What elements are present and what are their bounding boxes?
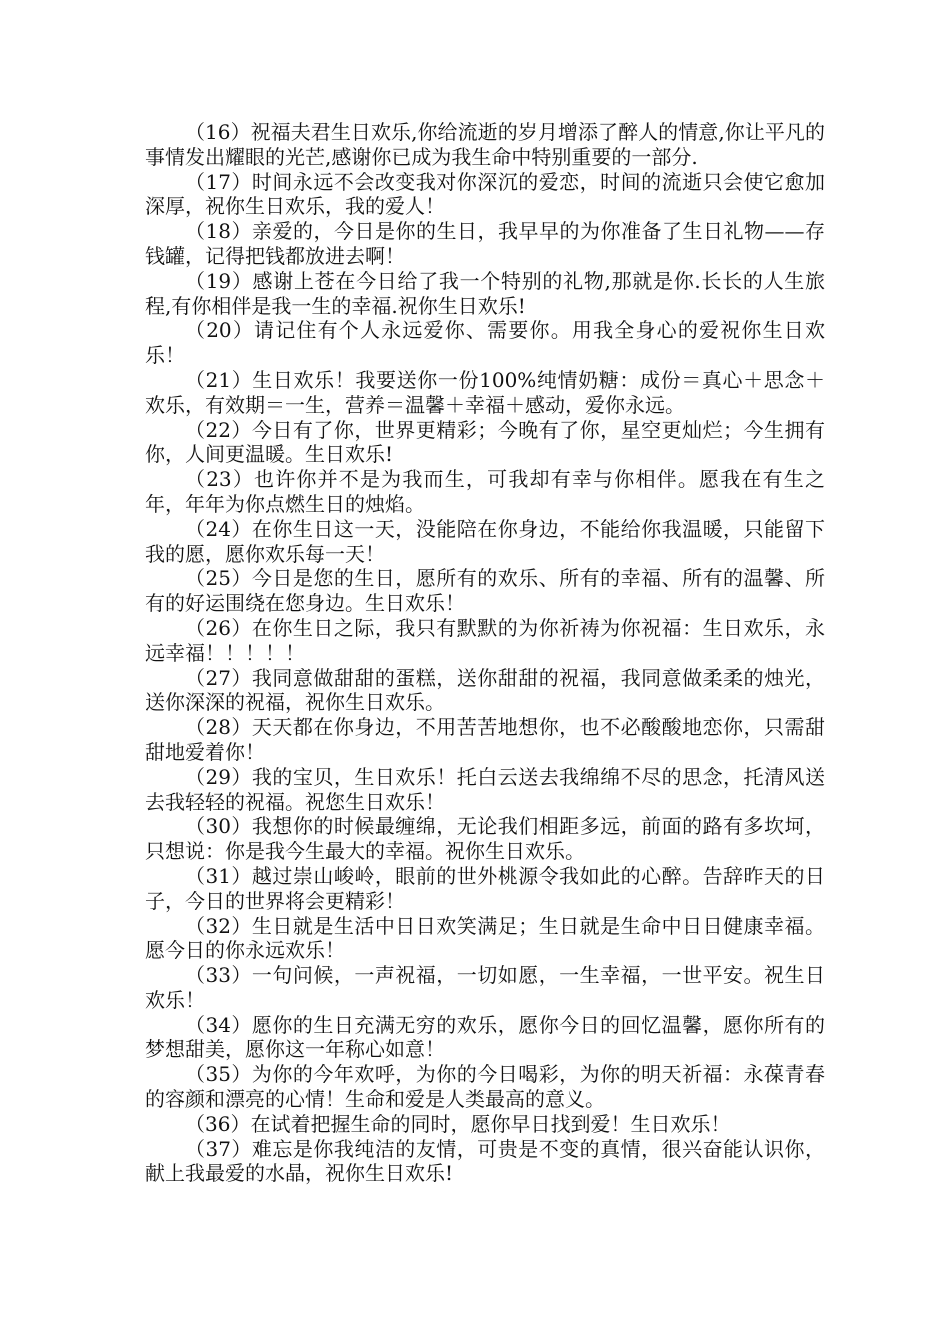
paragraph-37: （37）难忘是你我纯洁的友情，可贵是不变的真情，很兴奋能认识你，献上我最爱的水晶，祝你生日欢乐!	[145, 1136, 825, 1186]
paragraph-26: （26）在你生日之际，我只有默默的为你祈祷为你祝福：生日欢乐，永远幸福！！！！！	[145, 615, 825, 665]
paragraph-30: （30）我想你的时候最缠绵，无论我们相距多远，前面的路有多坎坷，只想说：你是我今生最大的幸福。祝你生日欢乐。	[145, 814, 825, 864]
paragraph-25: （25）今日是您的生日，愿所有的欢乐、所有的幸福、所有的温馨、所有的好运围绕在您身边。生日欢乐！	[145, 566, 825, 616]
paragraph-27: （27）我同意做甜甜的蛋糕，送你甜甜的祝福，我同意做柔柔的烛光，送你深深的祝福，祝你生日欢乐。	[145, 665, 825, 715]
paragraph-20: （20）请记住有个人永远爱你、需要你。用我全身心的爱祝你生日欢乐！	[145, 318, 825, 368]
paragraph-23: （23）也许你并不是为我而生，可我却有幸与你相伴。愿我在有生之年，年年为你点燃生日的烛焰。	[145, 467, 825, 516]
paragraph-18: （18）亲爱的，今日是你的生日，我早早的为你准备了生日礼物——存钱罐，记得把钱都放进去啊！	[145, 219, 825, 268]
paragraph-24: （24）在你生日这一天，没能陪在你身边，不能给你我温暖，只能留下我的愿，愿你欢乐每一天！	[145, 516, 825, 566]
paragraph-34: （34）愿你的生日充满无穷的欢乐，愿你今日的回忆温馨，愿你所有的梦想甜美，愿你这一年称心如意！	[145, 1012, 825, 1062]
document-body	[145, 120, 825, 1186]
paragraph-28: （28）天天都在你身边，不用苦苦地想你，也不必酸酸地恋你，只需甜甜地爱着你！	[145, 715, 825, 764]
paragraph-35: （35）为你的今年欢呼，为你的今日喝彩，为你的明天祈福：永葆青春的容颜和漂亮的心情！生命和爱是人类最高的意义。	[145, 1062, 825, 1112]
paragraph-32: （32）生日就是生活中日日欢笑满足；生日就是生命中日日健康幸福。愿今日的你永远欢乐！	[145, 913, 825, 963]
paragraph-36: （36）在试着把握生命的同时，愿你早日找到爱！生日欢乐！	[185, 1111, 731, 1136]
paragraph-33: （33）一句问候，一声祝福，一切如愿，一生幸福，一世平安。祝生日欢乐！	[145, 963, 825, 1012]
paragraph-29: （29）我的宝贝，生日欢乐！托白云送去我绵绵不尽的思念，托清风送去我轻轻的祝福。祝您生日欢乐！	[145, 764, 825, 814]
paragraph-17: （17）时间永远不会改变我对你深沉的爱恋，时间的流逝只会使它愈加深厚，祝你生日欢乐，我的爱人！	[145, 169, 825, 219]
paragraph-16: （16）祝福夫君生日欢乐,你给流逝的岁月增添了醉人的情意,你让平凡的事情发出耀眼的光芒,感谢你已成为我生命中特别重要的一部分.	[145, 120, 825, 169]
paragraph-21: （21）生日欢乐！我要送你一份100%纯情奶糖：成份＝真心＋思念＋欢乐，有效期＝一生，营养＝温馨＋幸福＋感动，爱你永远。	[145, 367, 825, 417]
paragraph-22: （22）今日有了你，世界更精彩；今晚有了你，星空更灿烂；今生拥有你，人间更温暖。生日欢乐!	[145, 417, 825, 467]
paragraph-31: （31）越过崇山峻岭，眼前的世外桃源令我如此的心醉。告辞昨天的日子，今日的世界将会更精彩！	[145, 863, 825, 913]
paragraph-19: （19）感谢上苍在今日给了我一个特别的礼物,那就是你.长长的人生旅程,有你相伴是我一生的幸福.祝你生日欢乐!	[145, 268, 825, 318]
